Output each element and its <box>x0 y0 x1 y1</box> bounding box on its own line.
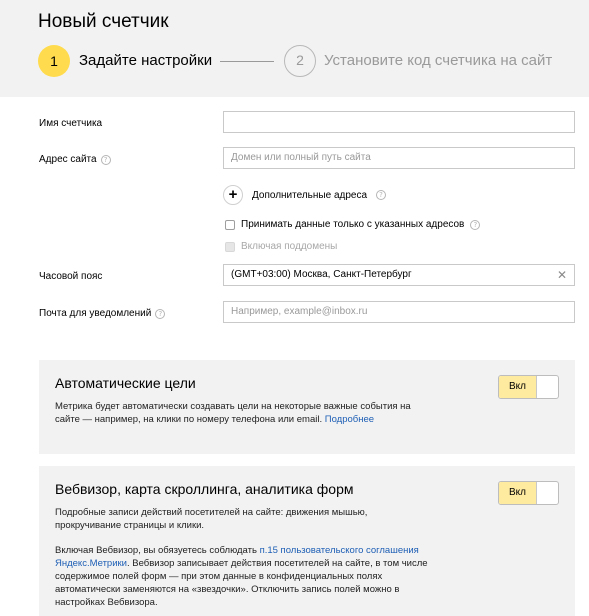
question-icon[interactable]: ? <box>470 220 480 230</box>
timezone-label: Часовой пояс <box>39 271 103 282</box>
toggle-on-label: Вкл <box>499 482 537 504</box>
auto-goals-description: Метрика будет автоматически создавать цели на некоторые важные события на сайте — например, на клики по номеру телефона или email. Подробнее <box>55 401 411 425</box>
close-icon[interactable]: ✕ <box>556 268 567 282</box>
counter-name-label: Имя счетчика <box>39 118 103 129</box>
question-icon[interactable]: ? <box>155 309 165 319</box>
webvisor-card <box>39 466 575 616</box>
plus-icon[interactable]: + <box>223 185 243 205</box>
webvisor-terms: Включая Вебвизор, вы обязуетесь соблюдать п.15 пользовательского соглашения Яндекс.Метрики. Вебвизор записывает действия посетителей на сайте, в том числе содержимое полей форм — при этом данные в конфиденциальных полях автоматически заменяются на «звездочки». Отключить запись полей можно в настройках Вебвизора. <box>55 545 428 608</box>
only-listed-checkbox[interactable] <box>225 220 235 230</box>
step-1-label: Задайте настройки <box>79 52 213 69</box>
question-icon[interactable]: ? <box>101 155 111 165</box>
timezone-select[interactable] <box>223 264 575 286</box>
step-2-indicator: 2 <box>284 45 316 77</box>
page-header <box>0 0 589 97</box>
counter-name-input[interactable] <box>223 111 575 133</box>
only-listed-label[interactable]: Принимать данные только с указанных адресов <box>241 219 465 230</box>
notify-email-label: Почта для уведомлений ? <box>39 308 165 319</box>
site-address-input[interactable]: Домен или полный путь сайта <box>223 147 575 169</box>
auto-goals-card <box>39 360 575 454</box>
page-title: Новый счетчик <box>38 11 169 32</box>
include-subdomains-label: Включая поддомены <box>241 241 338 252</box>
notify-email-input[interactable]: Например, example@inbox.ru <box>223 301 575 323</box>
timezone-value: (GMT+03:00) Москва, Санкт-Петербург <box>231 269 412 280</box>
webvisor-description: Подробные записи действий посетителей на сайте: движения мышью, прокручивание страницы и клики. <box>55 507 368 531</box>
additional-addresses-row[interactable] <box>223 185 386 205</box>
question-icon[interactable]: ? <box>376 190 386 200</box>
terms-link-cont[interactable]: Яндекс.Метрики <box>55 558 127 569</box>
step-1-indicator: 1 <box>38 45 70 77</box>
auto-goals-toggle[interactable] <box>498 375 559 399</box>
include-subdomains-row <box>225 241 337 252</box>
step-2-label: Установите код счетчика на сайт <box>324 52 553 69</box>
toggle-on-label: Вкл <box>499 376 537 398</box>
more-link[interactable]: Подробнее <box>324 414 375 425</box>
terms-link[interactable]: п.15 пользовательского соглашения <box>259 545 419 556</box>
additional-addresses-label[interactable]: Дополнительные адреса <box>252 189 368 201</box>
include-subdomains-checkbox <box>225 242 235 252</box>
auto-goals-title: Автоматические цели <box>55 375 196 391</box>
webvisor-toggle[interactable] <box>498 481 559 505</box>
step-divider <box>220 61 274 62</box>
webvisor-title: Вебвизор, карта скроллинга, аналитика форм <box>55 481 354 497</box>
site-address-label: Адрес сайта ? <box>39 154 111 165</box>
only-listed-row[interactable] <box>225 219 480 230</box>
